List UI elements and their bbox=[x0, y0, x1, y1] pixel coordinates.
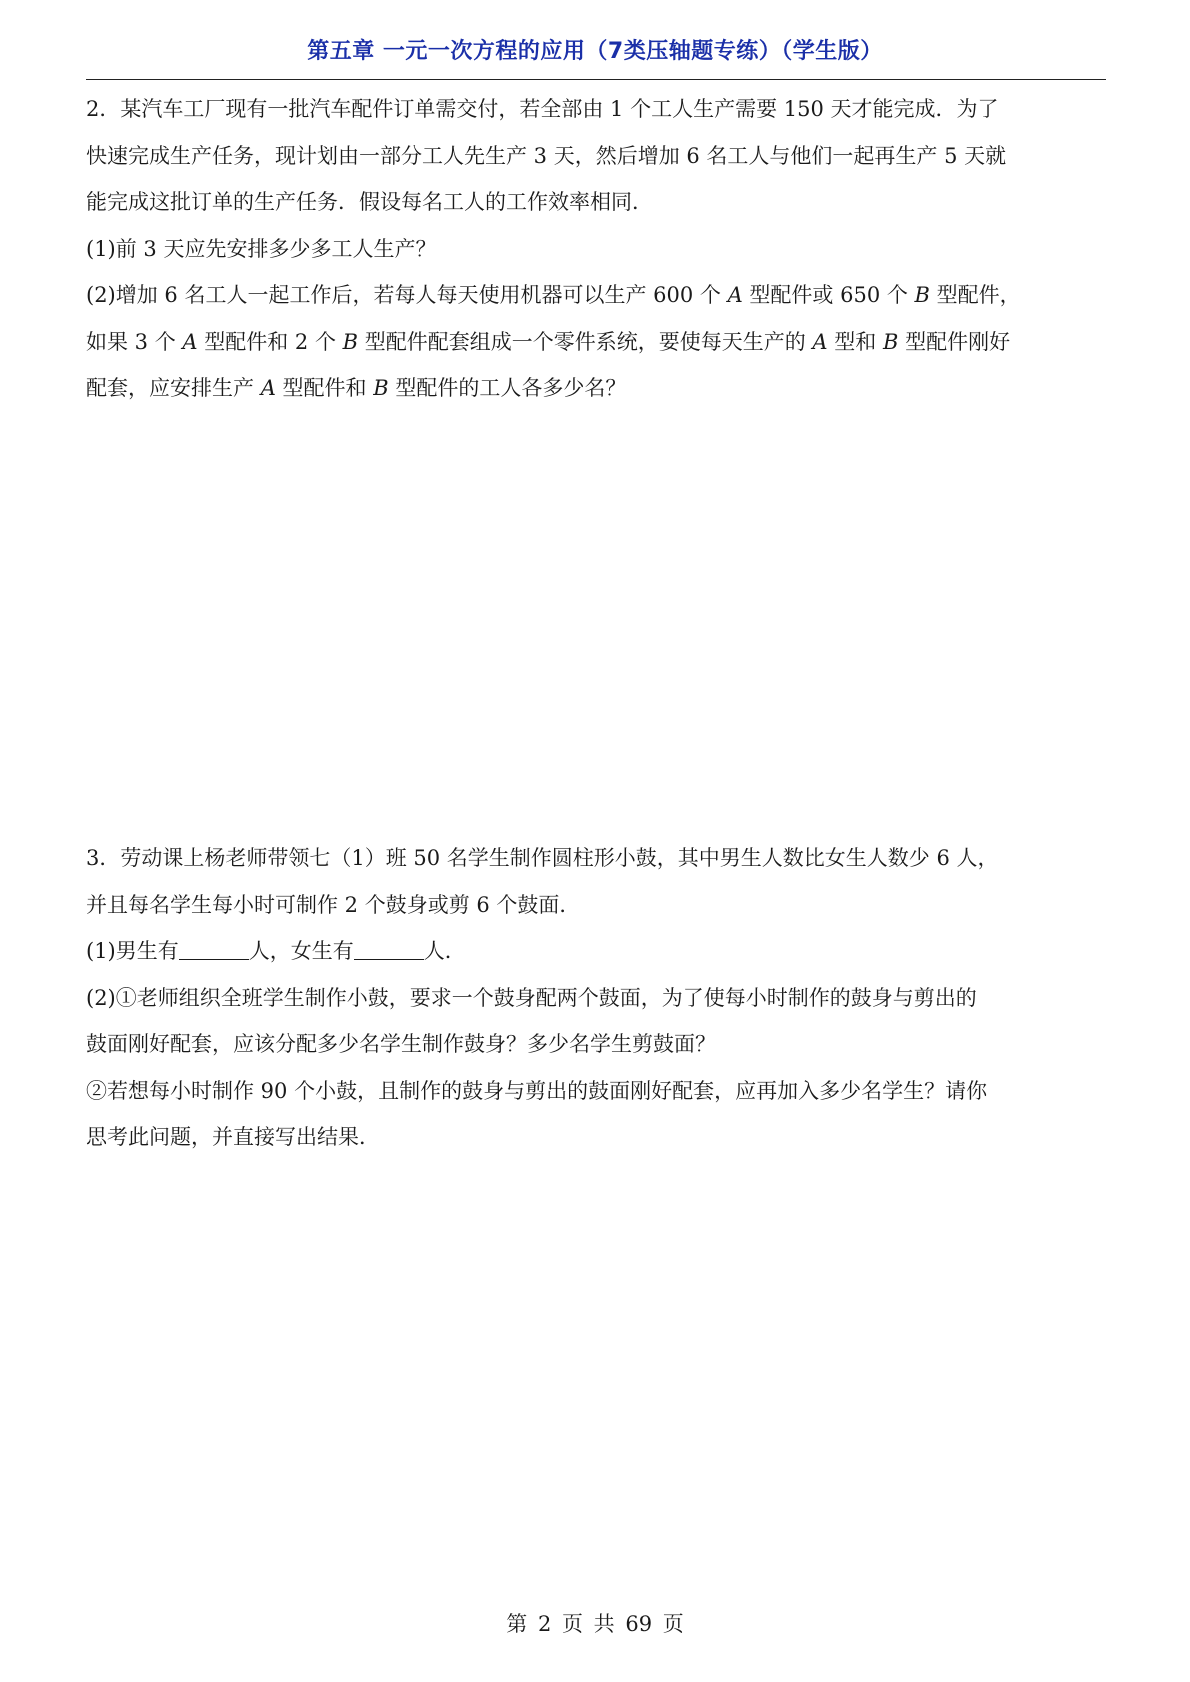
text: 型和 bbox=[827, 329, 883, 354]
problem-2-question-2-line-2 bbox=[86, 319, 1106, 366]
answer-blank-boys[interactable] bbox=[179, 938, 249, 960]
text: 型配件或 650 个 bbox=[742, 283, 915, 307]
variable-b: B bbox=[342, 329, 359, 354]
text: 型配件配套组成一个零件系统，要使每天生产的 bbox=[358, 329, 813, 354]
variable-b: B bbox=[882, 329, 899, 354]
text: 人，女生有 bbox=[248, 939, 354, 963]
problem-2-question-2-line-3 bbox=[86, 365, 1106, 412]
problem-2-stem-line-1: 2．某汽车工厂现有一批汽车配件订单需交付，若全部由 1 个工人生产需要 150 天才能完成．为了 bbox=[86, 97, 999, 121]
problem-3 bbox=[86, 835, 1106, 1161]
problem-3-question-1 bbox=[86, 928, 1106, 975]
page-number: 第 2 页 共 69 页 bbox=[506, 1612, 684, 1636]
text: (2)增加 6 名工人一起工作后，若每人每天使用机器可以生产 600 个 bbox=[86, 283, 728, 307]
problem-2-stem-line-3: 能完成这批订单的生产任务．假设每名工人的工作效率相同． bbox=[86, 190, 653, 214]
text: 型配件和 bbox=[275, 376, 374, 400]
text: 人． bbox=[423, 939, 466, 963]
variable-a: A bbox=[727, 283, 743, 307]
text: 型配件和 2 个 bbox=[197, 329, 343, 354]
problem-2-question-1: (1)前 3 天应先安排多少多工人生产？ bbox=[86, 236, 437, 261]
problem-3-question-2-line-2: 鼓面刚好配套，应该分配多少名学生制作鼓身？多少名学生剪鼓面？ bbox=[86, 1032, 716, 1056]
variable-b: B bbox=[373, 376, 389, 400]
answer-blank-girls[interactable] bbox=[354, 938, 424, 960]
problem-2 bbox=[86, 86, 1106, 412]
problem-2-stem-line-2: 快速完成生产任务，现计划由一部分工人先生产 3 天，然后增加 6 名工人与他们一起再生产 5 天就 bbox=[86, 143, 1007, 168]
page-header-title: 第五章 一元一次方程的应用（7类压轴题专练）（学生版） bbox=[307, 39, 883, 64]
text: 型配件的工人各多少名？ bbox=[388, 376, 627, 400]
problem-2-question-2-line-1 bbox=[86, 272, 1106, 319]
variable-a: A bbox=[260, 376, 276, 400]
text: (1)男生有 bbox=[86, 939, 179, 963]
variable-a: A bbox=[182, 329, 198, 354]
header-divider bbox=[86, 79, 1106, 80]
text: 型配件刚好 bbox=[898, 329, 1011, 354]
problem-3-question-2-line-3: ②若想每小时制作 90 个小鼓，且制作的鼓身与剪出的鼓面刚好配套，应再加入多少名学生？请你 bbox=[86, 1078, 988, 1103]
variable-a: A bbox=[812, 329, 828, 354]
problem-3-question-2-line-1: (2)①老师组织全班学生制作小鼓，要求一个鼓身配两个鼓面，为了使每小时制作的鼓身与剪出的 bbox=[86, 985, 977, 1010]
problem-3-stem-line-2: 并且每名学生每小时可制作 2 个鼓身或剪 6 个鼓面． bbox=[86, 892, 581, 917]
problem-3-stem-line-1: 3．劳动课上杨老师带领七（1）班 50 名学生制作圆柱形小鼓，其中男生人数比女生人数少 6 人， bbox=[86, 846, 999, 870]
text: 型配件， bbox=[929, 283, 1021, 307]
problem-3-question-2-line-4: 思考此问题，并直接写出结果． bbox=[86, 1125, 380, 1149]
variable-b: B bbox=[914, 283, 930, 307]
text: 如果 3 个 bbox=[86, 329, 183, 354]
text: 配套，应安排生产 bbox=[86, 376, 261, 400]
